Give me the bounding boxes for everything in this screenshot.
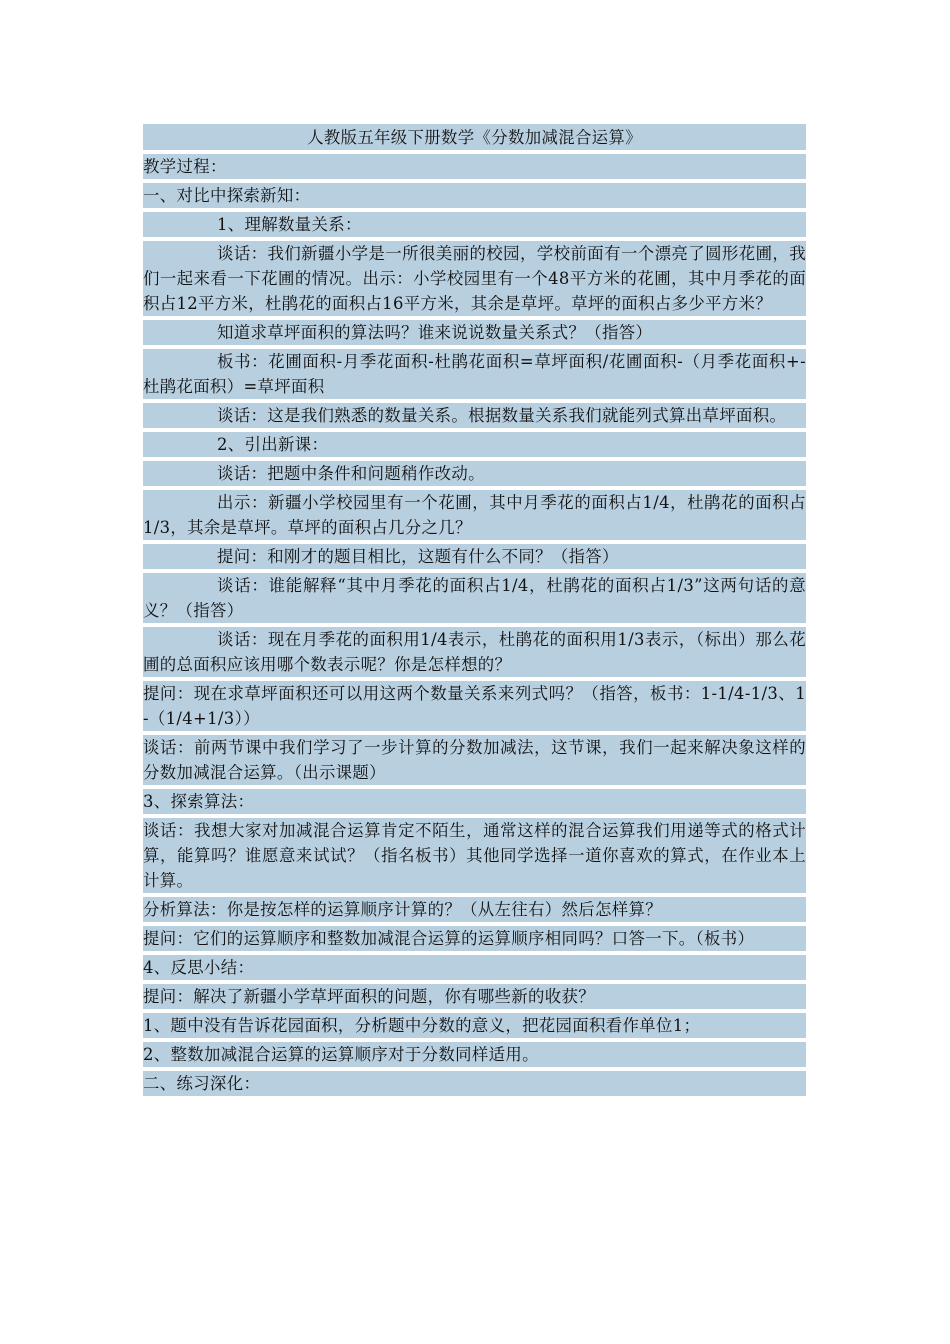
paragraph: 谈话：谁能解释“其中月季花的面积占1/4，杜鹃花的面积占1/3”这两句话的意义？（指答）	[143, 573, 806, 623]
paragraph: 提问：它们的运算顺序和整数加减混合运算的运算顺序相同吗？口答一下。（板书）	[143, 926, 806, 951]
paragraph: 板书：花圃面积-月季花面积-杜鹃花面积=草坪面积/花圃面积-（月季花面积+-杜鹃花面积）=草坪面积	[143, 349, 806, 399]
paragraph: 分析算法：你是按怎样的运算顺序计算的？（从左往右）然后怎样算？	[143, 897, 806, 922]
paragraph: 谈话：这是我们熟悉的数量关系。根据数量关系我们就能列式算出草坪面积。	[143, 403, 806, 428]
paragraph: 1、题中没有告诉花园面积，分析题中分数的意义，把花园面积看作单位1；	[143, 1013, 806, 1038]
paragraph: 谈话：我们新疆小学是一所很美丽的校园，学校前面有一个漂亮了圆形花圃，我们一起来看一下花圃的情况。出示：小学校园里有一个48平方米的花圃，其中月季花的面积占12平方米，杜鹃花的面积占16平方米，其余是草坪。草坪的面积占多少平方米？	[143, 241, 806, 316]
document-title: 人教版五年级下册数学《分数加减混合运算》	[143, 124, 806, 150]
paragraph: 3、探索算法：	[143, 789, 806, 814]
paragraph: 1、理解数量关系：	[143, 212, 806, 237]
paragraph: 2、整数加减混合运算的运算顺序对于分数同样适用。	[143, 1042, 806, 1067]
paragraph: 谈话：我想大家对加减混合运算肯定不陌生，通常这样的混合运算我们用递等式的格式计算，能算吗？谁愿意来试试？（指名板书）其他同学选择一道你喜欢的算式，在作业本上计算。	[143, 818, 806, 893]
paragraph: 提问：和刚才的题目相比，这题有什么不同？（指答）	[143, 544, 806, 569]
paragraph: 提问：现在求草坪面积还可以用这两个数量关系来列式吗？（指答，板书：1-1/4-1/3、1-（1/4+1/3））	[143, 681, 806, 731]
paragraph: 2、引出新课：	[143, 432, 806, 457]
paragraph: 提问：解决了新疆小学草坪面积的问题，你有哪些新的收获？	[143, 984, 806, 1009]
document-body	[143, 124, 806, 1100]
paragraph: 一、对比中探索新知：	[143, 183, 806, 208]
paragraph: 谈话：前两节课中我们学习了一步计算的分数加减法，这节课，我们一起来解决象这样的分数加减混合运算。（出示课题）	[143, 735, 806, 785]
paragraph-list	[143, 154, 806, 1096]
paragraph: 出示：新疆小学校园里有一个花圃，其中月季花的面积占1/4，杜鹃花的面积占1/3，其余是草坪。草坪的面积占几分之几？	[143, 490, 806, 540]
paragraph: 教学过程：	[143, 154, 806, 179]
paragraph: 4、反思小结：	[143, 955, 806, 980]
paragraph: 谈话：把题中条件和问题稍作改动。	[143, 461, 806, 486]
paragraph: 二、练习深化：	[143, 1071, 806, 1096]
paragraph: 谈话：现在月季花的面积用1/4表示，杜鹃花的面积用1/3表示，（标出）那么花圃的总面积应该用哪个数表示呢？你是怎样想的？	[143, 627, 806, 677]
paragraph: 知道求草坪面积的算法吗？谁来说说数量关系式？（指答）	[143, 320, 806, 345]
